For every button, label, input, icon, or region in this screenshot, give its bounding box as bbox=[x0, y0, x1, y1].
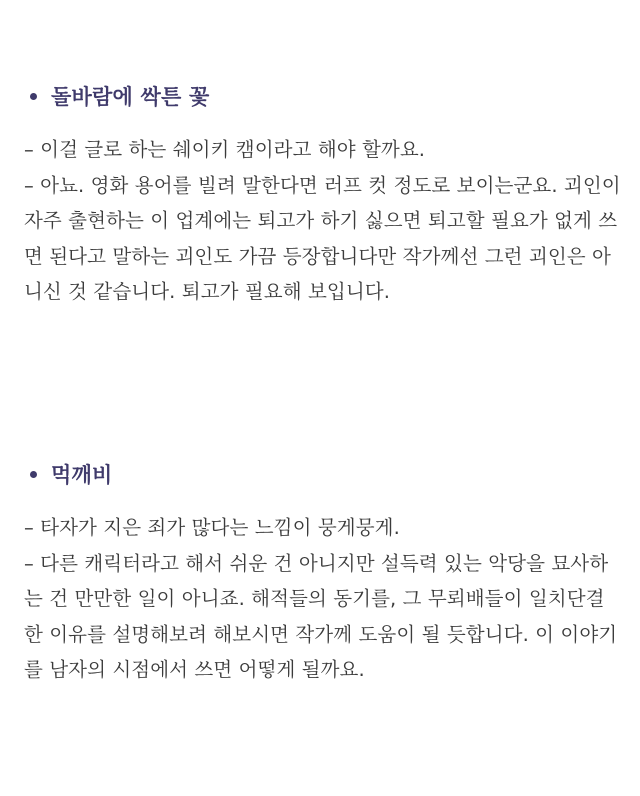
bullet-icon bbox=[30, 93, 37, 100]
section-meokkaebi bbox=[0, 456, 640, 688]
section-heading bbox=[0, 78, 640, 114]
section-title: 돌바람에 싹튼 꽃 bbox=[51, 85, 210, 109]
section-title: 먹깨비 bbox=[51, 463, 113, 487]
section-stone-wind-flower bbox=[0, 78, 640, 310]
bullet-icon bbox=[30, 471, 37, 478]
comment-paragraph: – 아뇨. 영화 용어를 빌려 말한다면 러프 컷 정도로 보이는군요. 괴인이 자주 출현하는 이 업계에는 퇴고가 하기 싫으면 퇴고할 필요가 없게 쓰면 된다고 말하는 괴인도 가끔 등장합니다만 작가께선 그런 괴인은 아니신 것 같습니다. 퇴고가 필요해 보입니다. bbox=[24, 173, 621, 303]
section-body bbox=[0, 132, 622, 310]
comment-paragraph: – 타자가 지은 죄가 많다는 느낌이 뭉게뭉게. bbox=[24, 516, 400, 539]
comment-paragraph: – 이걸 글로 하는 쉐이키 캠이라고 해야 할까요. bbox=[24, 138, 426, 161]
section-heading bbox=[0, 456, 640, 492]
section-body bbox=[0, 510, 622, 688]
comment-paragraph: – 다른 캐릭터라고 해서 쉬운 건 아니지만 설득력 있는 악당을 묘사하는 건 만만한 일이 아니죠. 해적들의 동기를, 그 무뢰배들이 일치단결한 이유를 설명해보려 해보시면 작가께 도움이 될 듯합니다. 이 이야기를 남자의 시점에서 쓰면 어떻게 될까요. bbox=[24, 551, 618, 681]
